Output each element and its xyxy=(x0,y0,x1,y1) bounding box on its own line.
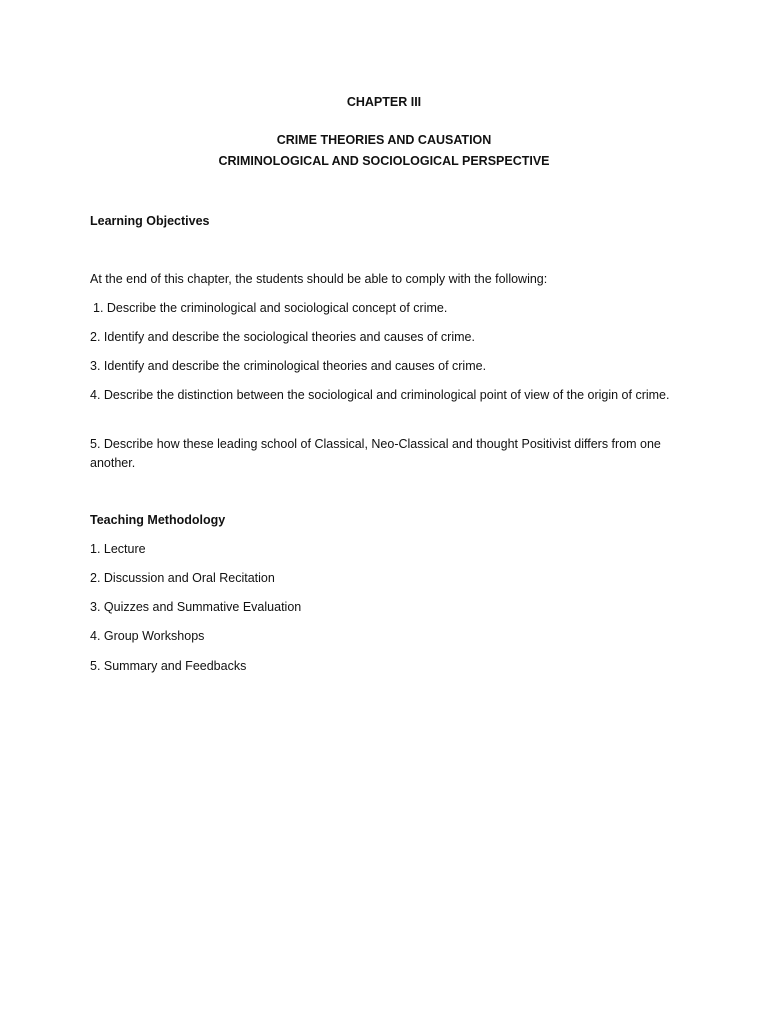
methodology-item-2: 2. Discussion and Oral Recitation xyxy=(90,571,275,585)
methodology-item-4: 4. Group Workshops xyxy=(90,629,205,643)
methodology-item-5: 5. Summary and Feedbacks xyxy=(90,659,247,673)
methodology-item-1: 1. Lecture xyxy=(90,542,146,556)
objective-item-4: 4. Describe the distinction between the sociological and criminological point of view of the origin of crime. xyxy=(90,388,670,402)
learning-objectives-intro: At the end of this chapter, the students should be able to comply with the following: xyxy=(90,272,548,286)
objective-item-2: 2. Identify and describe the sociological theories and causes of crime. xyxy=(90,330,475,344)
methodology-item-3: 3. Quizzes and Summative Evaluation xyxy=(90,600,302,614)
objective-item-1: 1. Describe the criminological and sociological concept of crime. xyxy=(93,301,448,315)
chapter-label: CHAPTER III xyxy=(346,95,422,109)
chapter-title-line-1: CRIME THEORIES AND CAUSATION xyxy=(276,133,492,147)
objective-item-3: 3. Identify and describe the criminological theories and causes of crime. xyxy=(90,359,487,373)
learning-objectives-heading: Learning Objectives xyxy=(90,214,210,228)
teaching-methodology-heading: Teaching Methodology xyxy=(90,513,226,527)
chapter-title-line-2: CRIMINOLOGICAL AND SOCIOLOGICAL PERSPECTIVE xyxy=(218,154,550,168)
objective-item-5: 5. Describe how these leading school of Classical, Neo-Classical and thought Positivist differs from one another. xyxy=(90,437,661,470)
